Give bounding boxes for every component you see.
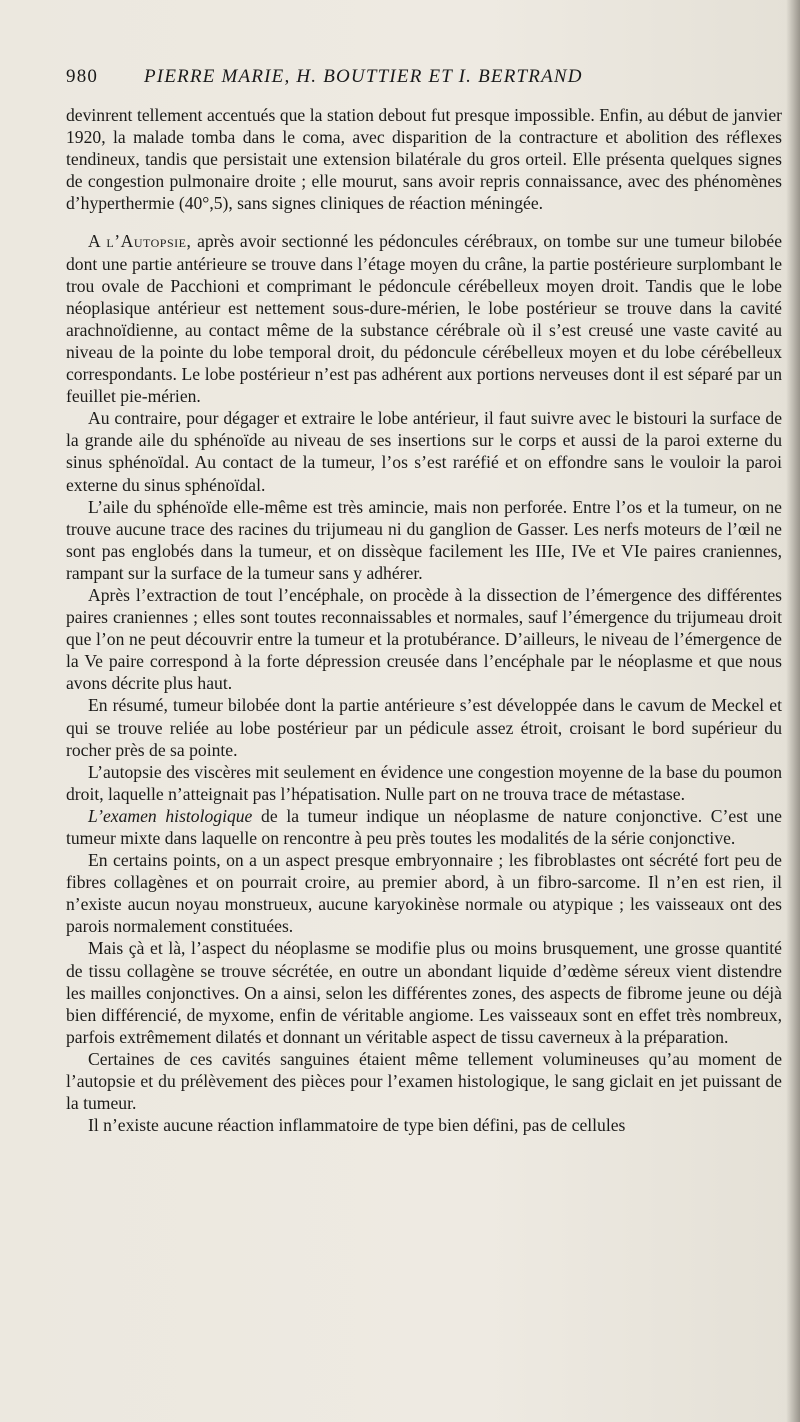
binding-shadow xyxy=(786,0,800,1422)
histology-lead: L’examen histologique xyxy=(88,805,253,826)
article-body xyxy=(66,104,782,1136)
paragraph-text: de la tumeur indique un néoplasme de nature conjonctive. C’est une tumeur mixte dans laquelle on rencontre à peu près toutes les modalités de la série conjonctive. xyxy=(66,805,782,848)
paragraph: En résumé, tumeur bilobée dont la partie antérieure s’est développée dans le cavum de Meckel et qui se trouve reliée au lobe postérieur par un pédicule assez étroit, croisant le bord supérieur du rocher près de sa pointe. xyxy=(66,695,782,760)
paragraph: Il n’existe aucune réaction inflammatoire de type bien défini, pas de cellules xyxy=(88,1115,626,1136)
running-title-authors: PIERRE MARIE, H. BOUTTIER ET I. BERTRAND xyxy=(144,66,583,87)
paragraph: Au contraire, pour dégager et extraire le lobe antérieur, il faut suivre avec le bistouri la surface de la grande aile du sphénoïde au niveau de ses insertions sur le corps et aussi de la paroi externe du sinus sphénoïdal. Au contact de la tumeur, l’os s’est raréfié et on effondre sans le vouloir la paroi externe du sinus sphénoïdal. xyxy=(66,408,782,495)
paragraph xyxy=(66,230,782,407)
page-number: 980 xyxy=(66,66,99,87)
paragraph: En certains points, on a un aspect presque embryonnaire ; les fibroblastes ont sécrété fort peu de fibres collagènes et on pourrait croire, au premier abord, à un fibro-sarcome. Il n’en est rien, il n’existe aucun noyau monstrueux, aucune karyokinèse normale ou atypique ; les vaisseaux ont des parois normalement constituées. xyxy=(66,850,782,937)
paragraph: Certaines de ces cavités sanguines étaient même tellement volumineuses qu’au moment de l’autopsie et du prélèvement des pièces pour l’examen histologique, le sang giclait en jet puissant de la tumeur. xyxy=(66,1048,782,1114)
paragraph: L’autopsie des viscères mit seulement en évidence une congestion moyenne de la base du poumon droit, laquelle n’atteignait pas l’hépatisation. Nulle part on ne trouva trace de métastase. xyxy=(66,761,782,804)
paragraph: Après l’extraction de tout l’encéphale, on procède à la dissection de l’émergence des différentes paires craniennes ; elles sont toutes reconnaissables et normales, sauf l’émergence du trijumeau droit que l’on ne peut découvrir entre la tumeur et la protubérance. D’ailleurs, le niveau de l’émergence de la Ve paire correspond à la forte dépression creusée dans l’encéphale par le néoplasme et que nous avons décrite plus haut. xyxy=(66,584,782,694)
paragraph: L’aile du sphénoïde elle-même est très amincie, mais non perforée. Entre l’os et la tumeur, on ne trouve aucune trace des racines du trijumeau ni du ganglion de Gasser. Les nerfs moteurs de l’œil ne sont pas englobés dans la tumeur, et on dissèque facilement les IIIe, IVe et VIe paires craniennes, rampant sur la surface de la tumeur sans y adhérer. xyxy=(66,496,782,583)
paragraph: devinrent tellement accentués que la station debout fut presque impossible. Enfin, au début de janvier 1920, la malade tomba dans le coma, avec disparition de la contracture et abolition des réflexes tendineux, tandis que persistait une extension bilatérale du gros orteil. Elle présenta quelques signes de congestion pulmonaire droite ; elle mourut, sans avoir repris connaissance, avec des phénomènes d’hyperthermie (40°,5), sans signes cliniques de réaction méningée. xyxy=(66,105,782,214)
running-header xyxy=(66,66,766,88)
paragraph-text: après avoir sectionné les pédoncules cérébraux, on tombe sur une tumeur bilobée dont une partie antérieure se trouve dans l’étage moyen du crâne, la partie postérieure surplombant le trou ovale de Pacchioni et comprimant le pédoncule cérébelleux moyen droit. Tandis que le lobe néoplasique antérieur est nettement sous-dure-mérien, le lobe postérieur se trouve dans la cavité arachnoïdienne, au contact même de la substance cérébrale où il s’est creusé une vaste cavité au niveau de la pointe du lobe temporal droit, du pédoncule cérébelleux moyen et du lobe cérébelleux correspondants. Le lobe postérieur n’est pas adhérent aux portions nerveuses dont il est séparé par un feuillet pie-mérien. xyxy=(66,231,783,407)
paragraph xyxy=(66,805,782,849)
paragraph: Mais çà et là, l’aspect du néoplasme se modifie plus ou moins brusquement, une grosse quantité de tissu collagène se trouve sécrétée, en outre un abondant liquide d’œdème séreux vient distendre les mailles conjonctives. On a ainsi, selon les différentes zones, des aspects de fibrome jeune ou déjà bien différencié, de myxome, enfin de véritable angiome. Les vaisseaux sont en effet très nombreux, parfois extrêmement dilatés et donnant un véritable aspect de tissu caverneux à la préparation. xyxy=(66,938,782,1047)
autopsy-lead: A l’Autopsie, xyxy=(88,231,192,252)
